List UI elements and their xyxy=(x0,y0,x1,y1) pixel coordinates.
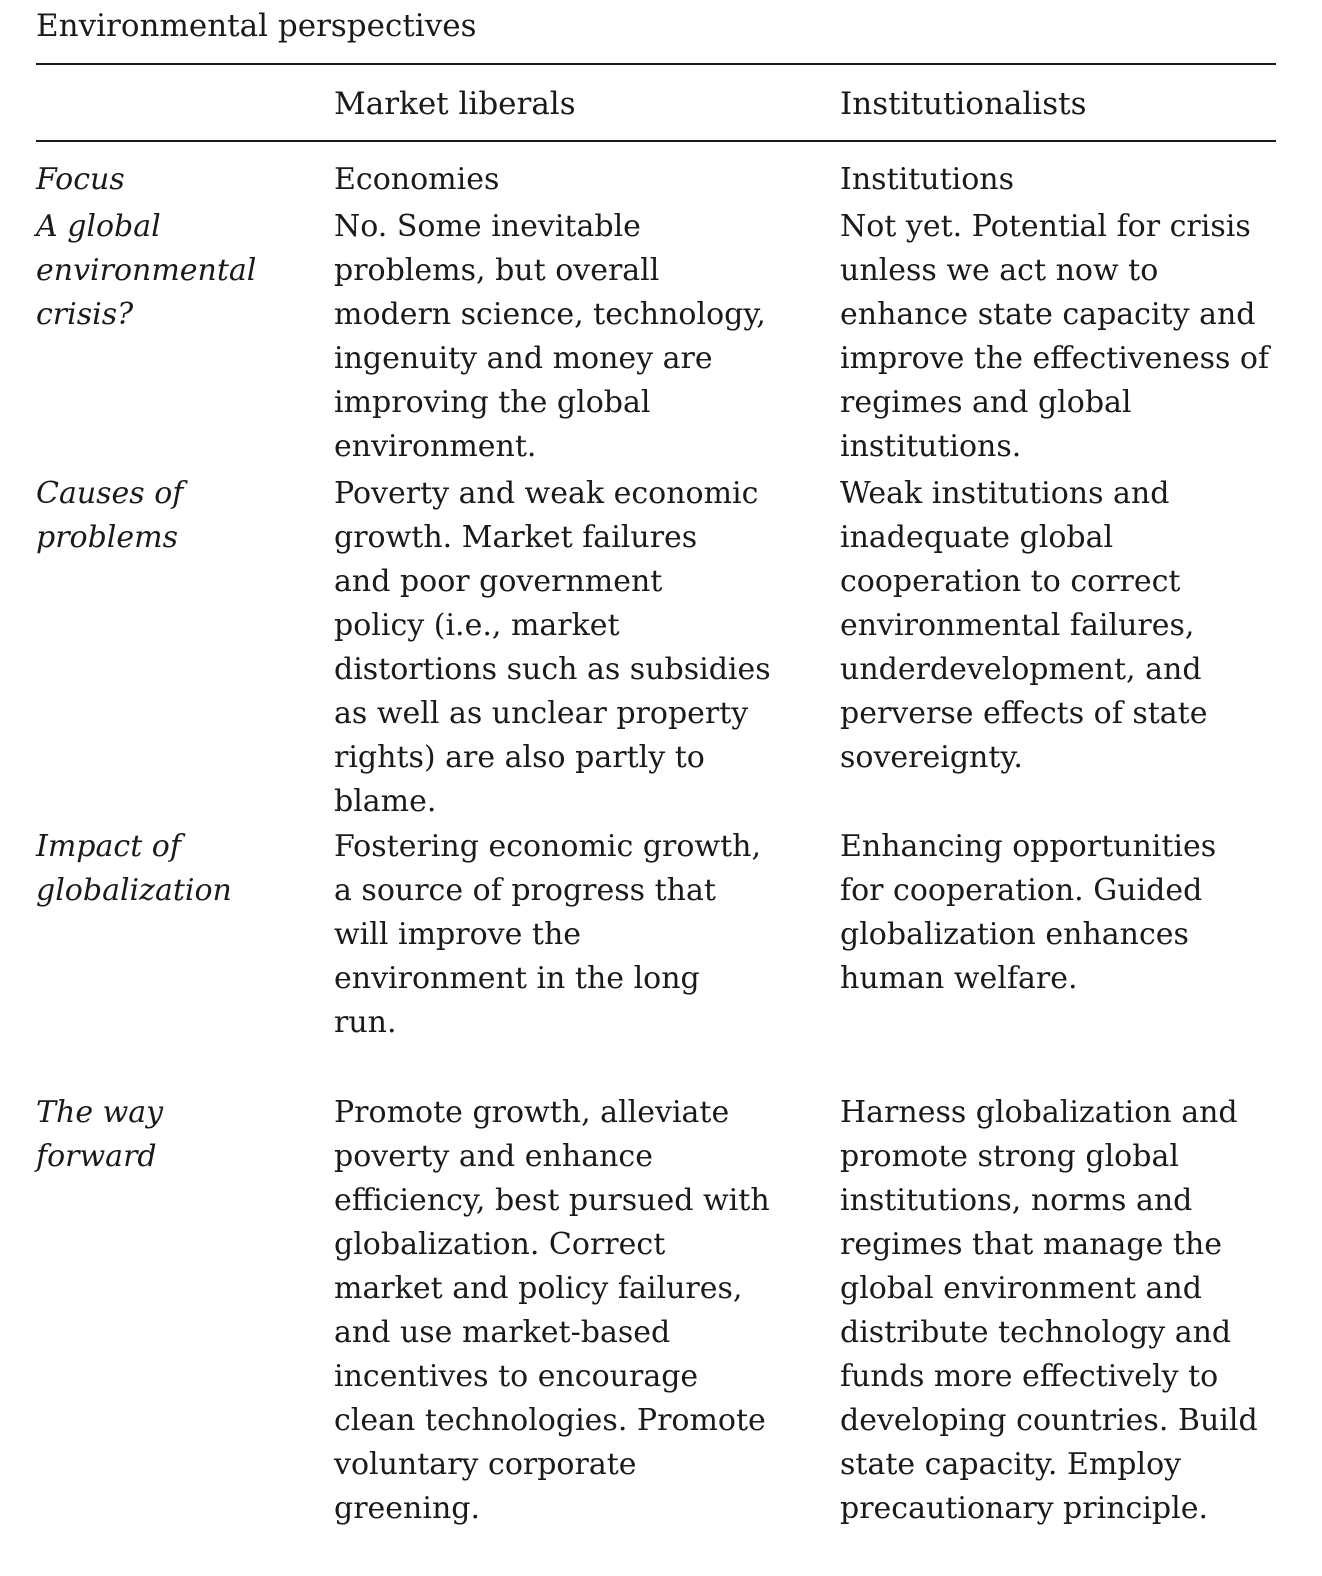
cell-causes-institutionalists: Weak institutions and inadequate global cooperation to correct environmental failures, underdevelopment, and perverse effects of state sovereignty. xyxy=(840,476,1208,775)
cell-way-forward-institutionalists: Harness globalization and promote strong global institutions, norms and regimes that manage the global environment and distribute technology and funds more effectively to developing countries. Build state capacity. Employ precautionary principle. xyxy=(840,1095,1258,1526)
cell-causes-market-liberals: Poverty and weak economic growth. Market failures and poor government policy (i.e., market distortions such as subsidies as well as unclear property rights) are also partly to blame. xyxy=(334,476,771,819)
cell-impact-institutionalists: Enhancing opportunities for cooperation. Guided globalization enhances human welfare. xyxy=(840,829,1217,996)
cell-way-forward-market-liberals: Promote growth, alleviate poverty and enhance efficiency, best pursued with globalization. Correct market and policy failures, and use market-based incentives to encourage clean technologies. Promote voluntary corporate greening. xyxy=(334,1095,770,1526)
cell-impact-market-liberals: Fostering economic growth, a source of progress that will improve the environment in the long run. xyxy=(334,829,762,1040)
cell-global-crisis-institutionalists: Not yet. Potential for crisis unless we act now to enhance state capacity and improve the effectiveness of regimes and global institutions. xyxy=(840,209,1270,464)
header-rule xyxy=(36,140,1276,142)
cell-focus-market-liberals: Economies xyxy=(334,162,500,197)
row-label-way-forward: The way forward xyxy=(36,1095,164,1174)
column-header-institutionalists: Institutionalists xyxy=(840,86,1087,122)
table-title: Environmental perspectives xyxy=(36,8,477,44)
column-header-market-liberals: Market liberals xyxy=(334,86,576,122)
top-rule xyxy=(36,63,1276,65)
cell-global-crisis-market-liberals: No. Some inevitable problems, but overall modern science, technology, ingenuity and money are improving the global environment. xyxy=(334,209,766,464)
row-label-impact: Impact of globalization xyxy=(36,829,232,908)
row-label-causes: Causes of problems xyxy=(36,476,184,555)
row-label-focus: Focus xyxy=(36,162,125,197)
cell-focus-institutionalists: Institutions xyxy=(840,162,1015,197)
row-label-global-crisis: A global environmental crisis? xyxy=(36,209,257,332)
